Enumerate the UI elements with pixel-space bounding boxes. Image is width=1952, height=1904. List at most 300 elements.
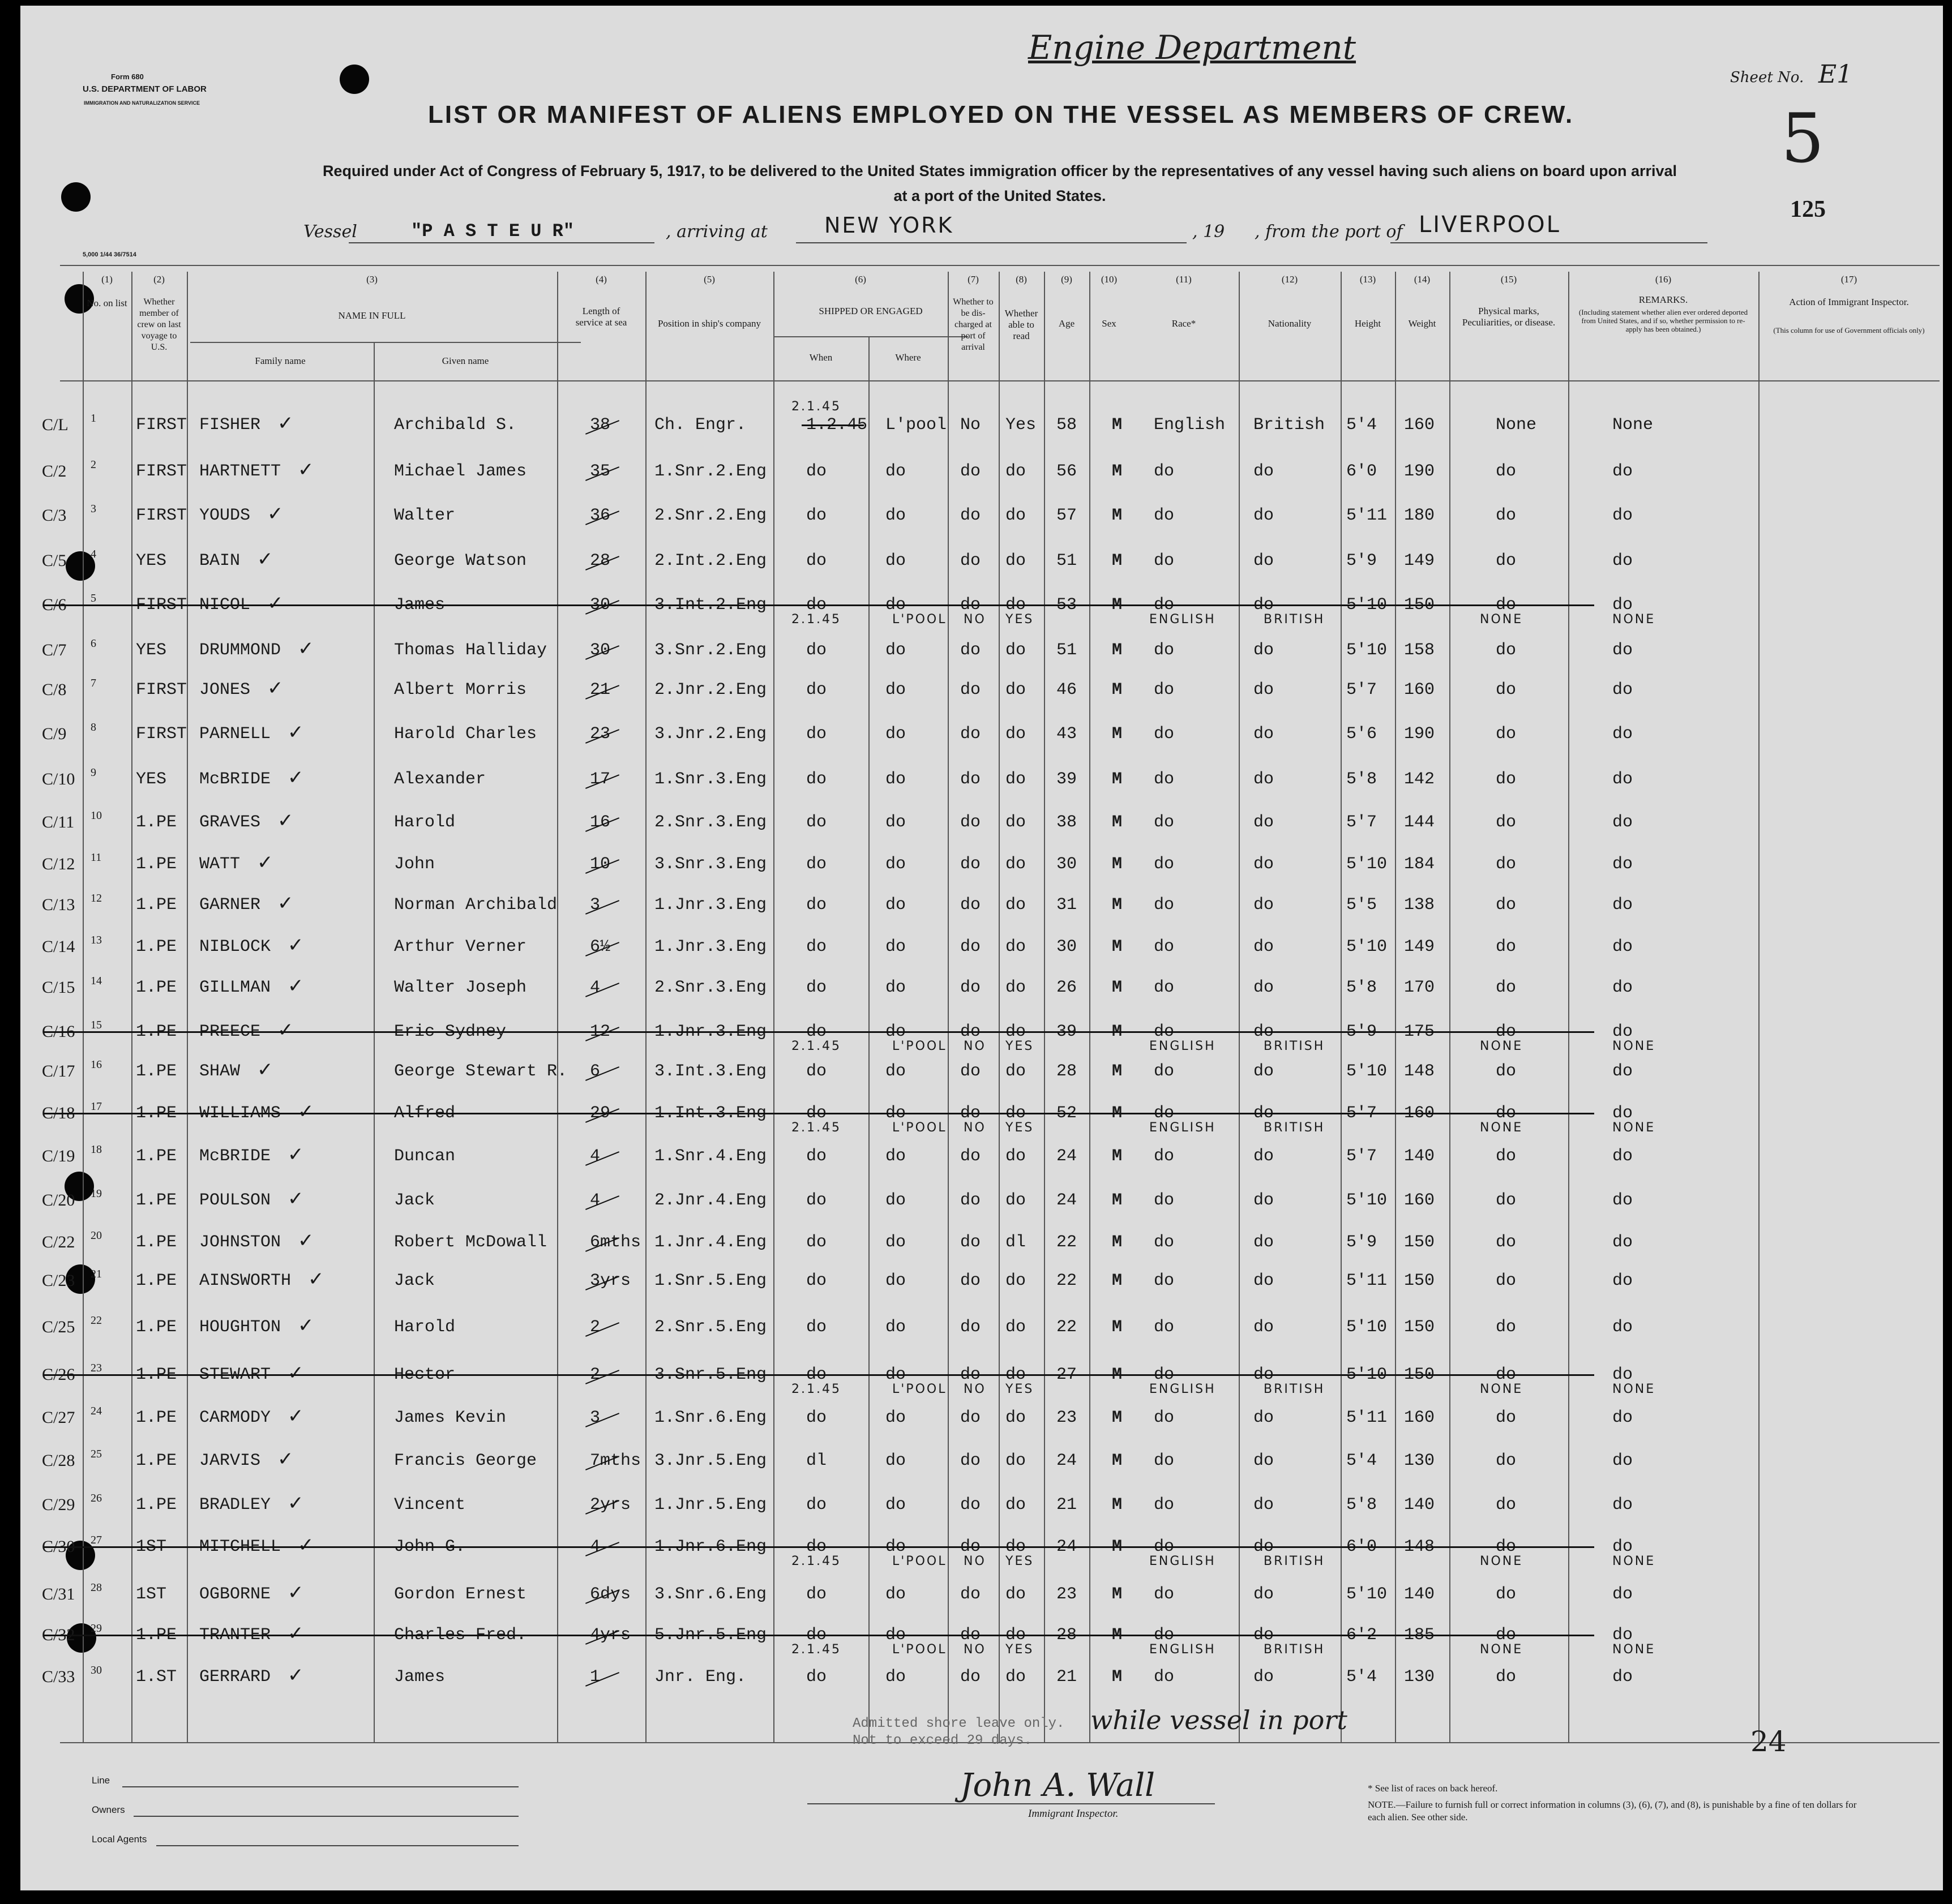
correction-nationality: BRITISH <box>1264 612 1325 627</box>
remarks: do <box>1612 813 1633 832</box>
height: 5'9 <box>1346 551 1377 571</box>
weight: 160 <box>1404 1408 1435 1427</box>
family-name: YOUDS <box>199 506 251 525</box>
col-rule <box>374 342 375 1743</box>
shipped-when: do <box>806 770 827 789</box>
correction-when: 2.1.45 <box>791 1554 841 1568</box>
vessel-underline <box>349 242 654 243</box>
physical-marks: do <box>1496 641 1517 660</box>
sex: M <box>1112 1626 1123 1645</box>
length-of-service: 28 <box>590 551 611 571</box>
sex: M <box>1112 1147 1123 1166</box>
given-name: Duncan <box>394 1147 456 1166</box>
able-to-read: do <box>1005 506 1026 525</box>
nationality: do <box>1253 1104 1274 1123</box>
position: 1.Jnr.3.Eng <box>654 937 767 957</box>
family-name: GARNER <box>199 895 261 915</box>
remarks: do <box>1612 595 1633 615</box>
from-underline <box>1390 242 1707 243</box>
header-physical: Physical marks, Peculiarities, or disease. <box>1462 306 1556 328</box>
row-code: C/10 <box>42 770 75 788</box>
col-rule <box>1568 272 1569 1743</box>
able-to-read: do <box>1005 1104 1026 1123</box>
height: 5'8 <box>1346 978 1377 997</box>
age: 38 <box>1056 813 1077 832</box>
family-name: JOHNSTON <box>199 1233 281 1252</box>
row-code: C/18 <box>42 1104 75 1122</box>
page-count: 24 <box>1750 1725 1787 1758</box>
check-mark-icon: ✓ <box>257 851 273 874</box>
member-status: 1.PE <box>136 1451 177 1470</box>
check-mark-icon: ✓ <box>298 637 314 660</box>
check-mark-icon: ✓ <box>288 1187 304 1210</box>
remarks: do <box>1612 1271 1633 1290</box>
member-status: YES <box>136 770 167 789</box>
header-shipped: SHIPPED OR ENGAGED <box>819 306 923 316</box>
header-no: No. on list <box>87 298 127 308</box>
check-mark-icon: ✓ <box>288 1492 304 1515</box>
nationality: do <box>1253 1585 1274 1604</box>
position: 1.Jnr.3.Eng <box>654 1022 767 1041</box>
length-of-service: 23 <box>590 724 611 744</box>
physical-marks: do <box>1496 1451 1517 1470</box>
length-of-service: 6½ <box>590 937 611 957</box>
sex: M <box>1112 680 1123 700</box>
age: 52 <box>1056 1104 1077 1123</box>
shipped-where: do <box>885 1233 906 1252</box>
row-number: 8 <box>91 721 96 734</box>
correction-discharged: NO <box>964 1554 986 1568</box>
height: 6'0 <box>1346 1537 1377 1556</box>
weight: 190 <box>1404 462 1435 481</box>
row-number: 4 <box>91 548 96 560</box>
discharged: do <box>960 1451 981 1470</box>
height: 5'10 <box>1346 855 1388 874</box>
given-name: James Kevin <box>394 1408 507 1427</box>
race: do <box>1154 1062 1175 1081</box>
weight: 138 <box>1404 895 1435 915</box>
header-length: Length of service at sea <box>575 306 627 328</box>
remarks: do <box>1612 1585 1633 1604</box>
correction-race: ENGLISH <box>1149 1039 1216 1053</box>
remarks: do <box>1612 895 1633 915</box>
correction-remarks: NONE <box>1612 1039 1656 1053</box>
shipped-where: do <box>885 595 906 615</box>
able-to-read: do <box>1005 1585 1026 1604</box>
race: do <box>1154 1022 1175 1041</box>
race: do <box>1154 551 1175 571</box>
row-code: C/5 <box>42 551 67 570</box>
given-name: Walter <box>394 506 456 525</box>
shipped-where: do <box>885 895 906 915</box>
header-member: Whether member of crew on last voyage to U.S. <box>137 297 181 352</box>
height: 5'6 <box>1346 724 1377 744</box>
height: 5'11 <box>1346 1271 1388 1290</box>
row-number: 14 <box>91 975 102 987</box>
sex: M <box>1112 1495 1123 1515</box>
remarks: do <box>1612 1537 1633 1556</box>
row-number: 30 <box>91 1664 102 1676</box>
remarks: do <box>1612 462 1633 481</box>
able-to-read: do <box>1005 978 1026 997</box>
position: 1.Snr.4.Eng <box>654 1147 767 1166</box>
length-of-service: 4 <box>590 978 601 997</box>
length-of-service: 17 <box>590 770 611 789</box>
remarks: do <box>1612 1451 1633 1470</box>
nationality: do <box>1253 1626 1274 1645</box>
height: 5'11 <box>1346 506 1388 525</box>
family-name: OGBORNE <box>199 1585 271 1604</box>
row-code: C/2 <box>42 462 67 481</box>
position: Ch. Engr. <box>654 415 747 435</box>
length-of-service: 6mths <box>590 1233 641 1252</box>
given-name: Harold Charles <box>394 724 537 744</box>
member-status: 1.PE <box>136 1318 177 1337</box>
nationality: do <box>1253 855 1274 874</box>
length-of-service: 6dys <box>590 1585 631 1604</box>
nationality: do <box>1253 1537 1274 1556</box>
weight: 160 <box>1404 415 1435 435</box>
able-to-read: do <box>1005 1495 1026 1515</box>
shipped-where: do <box>885 1104 906 1123</box>
shipped-when: do <box>806 641 827 660</box>
physical-marks: do <box>1496 462 1517 481</box>
length-of-service: 2 <box>590 1365 601 1384</box>
row-number: 17 <box>91 1100 102 1113</box>
race: do <box>1154 1233 1175 1252</box>
height: 5'10 <box>1346 1365 1388 1384</box>
member-status: 1ST <box>136 1537 167 1556</box>
weight: 150 <box>1404 1271 1435 1290</box>
remarks: do <box>1612 680 1633 700</box>
correction-where: L'POOL <box>892 1039 947 1053</box>
correction-read: YES <box>1005 1039 1034 1053</box>
header-discharged: Whether to be dis-charged at port of arrival <box>953 297 994 352</box>
row-code: C/31 <box>42 1585 75 1603</box>
check-mark-icon: ✓ <box>288 1143 304 1166</box>
weight: 190 <box>1404 724 1435 744</box>
physical-marks: do <box>1496 1271 1517 1290</box>
shipped-when: do <box>806 1104 827 1123</box>
colnum: (12) <box>1281 274 1298 285</box>
check-mark-icon: ✓ <box>288 1581 304 1604</box>
able-to-read: do <box>1005 855 1026 874</box>
able-to-read: do <box>1005 770 1026 789</box>
able-to-read: do <box>1005 1537 1026 1556</box>
given-name: James <box>394 1667 446 1687</box>
able-to-read: do <box>1005 1022 1026 1041</box>
able-to-read: do <box>1005 1062 1026 1081</box>
able-to-read: do <box>1005 551 1026 571</box>
weight: 130 <box>1404 1451 1435 1470</box>
member-status: 1.PE <box>136 1408 177 1427</box>
sex: M <box>1112 1233 1123 1252</box>
row-code: C/28 <box>42 1451 75 1470</box>
physical-marks: do <box>1496 1585 1517 1604</box>
physical-marks: do <box>1496 1104 1517 1123</box>
sex: M <box>1112 1451 1123 1470</box>
header-when: When <box>809 352 833 363</box>
discharged: do <box>960 641 981 660</box>
sex: M <box>1112 895 1123 915</box>
header-family: Family name <box>255 355 306 366</box>
age: 39 <box>1056 770 1077 789</box>
check-mark-icon: ✓ <box>277 1019 294 1041</box>
given-name: Eric Sydney <box>394 1022 507 1041</box>
shipped-where: do <box>885 1451 906 1470</box>
correction-discharged: NO <box>964 1382 986 1396</box>
age: 24 <box>1056 1451 1077 1470</box>
family-name: WATT <box>199 855 241 874</box>
header-race: Race* <box>1171 318 1196 329</box>
race: do <box>1154 1191 1175 1210</box>
member-status: 1.PE <box>136 1365 177 1384</box>
owners-label: Owners <box>92 1804 125 1815</box>
shipped-where: do <box>885 1022 906 1041</box>
check-mark-icon: ✓ <box>267 503 284 525</box>
col-rule <box>645 272 647 1743</box>
physical-marks: do <box>1496 680 1517 700</box>
age: 26 <box>1056 978 1077 997</box>
sex: M <box>1112 1022 1123 1041</box>
sex: M <box>1112 551 1123 571</box>
nationality: do <box>1253 1062 1274 1081</box>
given-name: Charles Fred. <box>394 1626 527 1645</box>
member-status: 1.PE <box>136 1233 177 1252</box>
line-underline <box>122 1786 519 1787</box>
correction-remarks: NONE <box>1612 1643 1656 1657</box>
member-status: 1.PE <box>136 1147 177 1166</box>
nationality: do <box>1253 1365 1274 1384</box>
correction-remarks: NONE <box>1612 1121 1656 1135</box>
length-of-service: 10 <box>590 855 611 874</box>
length-of-service: 21 <box>590 680 611 700</box>
colnum: (17) <box>1840 274 1857 285</box>
correction-nationality: BRITISH <box>1264 1554 1325 1568</box>
physical-marks: do <box>1496 1233 1517 1252</box>
header-read: Whether able to read <box>1004 308 1038 341</box>
member-status: YES <box>136 551 167 571</box>
discharged: do <box>960 770 981 789</box>
sex: M <box>1112 1537 1123 1556</box>
height: 5'10 <box>1346 1191 1388 1210</box>
height: 5'7 <box>1346 813 1377 832</box>
race: do <box>1154 1667 1175 1687</box>
member-status: FIRST <box>136 415 187 435</box>
discharged: do <box>960 1408 981 1427</box>
colnum: (1) <box>101 274 113 285</box>
nationality: do <box>1253 1667 1274 1687</box>
position: 2.Jnr.4.Eng <box>654 1191 767 1210</box>
col-rule <box>999 272 1000 1743</box>
length-of-service: 2yrs <box>590 1495 631 1515</box>
row-code: C/L <box>42 415 69 434</box>
shipped-when: do <box>806 1408 827 1427</box>
length-of-service: 3 <box>590 895 601 915</box>
discharged: do <box>960 1585 981 1604</box>
correction-when: 2.1.45 <box>791 1121 841 1135</box>
row-number: 12 <box>91 892 102 904</box>
weight: 184 <box>1404 855 1435 874</box>
discharged: do <box>960 1191 981 1210</box>
sex: M <box>1112 506 1123 525</box>
correction-when: 2.1.45 <box>791 1643 841 1657</box>
nationality: do <box>1253 1318 1274 1337</box>
correction-read: YES <box>1005 1121 1034 1135</box>
race: do <box>1154 1318 1175 1337</box>
row-strikethrough <box>43 604 1594 606</box>
header-remarks: REMARKS. <box>1638 294 1688 305</box>
member-status: FIRST <box>136 462 187 481</box>
remarks: do <box>1612 506 1633 525</box>
race: do <box>1154 1408 1175 1427</box>
row-code: C/22 <box>42 1233 75 1251</box>
sex: M <box>1112 1318 1123 1337</box>
row-code: C/30 <box>42 1537 75 1556</box>
header-where: Where <box>895 352 921 363</box>
correction-physical: NONE <box>1480 1382 1523 1396</box>
nationality: do <box>1253 937 1274 957</box>
check-mark-icon: ✓ <box>288 1405 304 1427</box>
colnum: (13) <box>1359 274 1376 285</box>
weight: 150 <box>1404 1233 1435 1252</box>
colnum: (11) <box>1176 274 1192 285</box>
remarks: do <box>1612 1626 1633 1645</box>
row-number: 16 <box>91 1058 102 1071</box>
able-to-read: do <box>1005 1271 1026 1290</box>
height: 5'10 <box>1346 1318 1388 1337</box>
shipped-where: do <box>885 978 906 997</box>
header-position: Position in ship's company <box>657 318 761 329</box>
weight: 148 <box>1404 1062 1435 1081</box>
col-rule <box>83 272 84 1743</box>
height: 5'7 <box>1346 1147 1377 1166</box>
age: 39 <box>1056 1022 1077 1041</box>
given-name: Alexander <box>394 770 486 789</box>
col-rule <box>1341 272 1342 1743</box>
nationality: do <box>1253 813 1274 832</box>
punch-hole <box>340 65 369 94</box>
col-rule <box>131 272 132 1743</box>
physical-marks: do <box>1496 937 1517 957</box>
header-remarks-note: (Including statement whether alien ever ordered deported from United States, and if so, whether permission to re-apply has been obtained.) <box>1578 308 1748 333</box>
physical-marks: do <box>1496 1147 1517 1166</box>
shipped-when: do <box>806 1667 827 1687</box>
correction-race: ENGLISH <box>1149 1643 1216 1657</box>
height: 5'9 <box>1346 1233 1377 1252</box>
family-name: WILLIAMS <box>199 1104 281 1123</box>
sex: M <box>1112 1365 1123 1384</box>
height: 5'9 <box>1346 1022 1377 1041</box>
year-label: , 19 <box>1192 222 1225 242</box>
remarks: do <box>1612 1365 1633 1384</box>
member-status: 1.PE <box>136 813 177 832</box>
race: do <box>1154 595 1175 615</box>
length-of-service: 30 <box>590 595 611 615</box>
print-code: 5,000 1/44 36/7514 <box>83 251 136 258</box>
correction-when: 2.1.45 <box>791 612 841 627</box>
race: do <box>1154 1626 1175 1645</box>
colnum: (6) <box>855 274 866 285</box>
given-name: Michael James <box>394 462 527 481</box>
col-rule <box>557 272 558 1743</box>
position: 3.Snr.6.Eng <box>654 1585 767 1604</box>
line-label: Line <box>92 1775 110 1786</box>
shore-leave-stamp: Admitted shore leave only. <box>853 1716 1065 1731</box>
nationality: do <box>1253 1451 1274 1470</box>
given-name: Walter Joseph <box>394 978 527 997</box>
row-code: C/19 <box>42 1147 75 1165</box>
position: 1.Jnr.5.Eng <box>654 1495 767 1515</box>
remarks: do <box>1612 1147 1633 1166</box>
age: 22 <box>1056 1318 1077 1337</box>
member-status: 1.PE <box>136 1062 177 1081</box>
nationality: do <box>1253 770 1274 789</box>
given-name: George Watson <box>394 551 527 571</box>
height: 6'0 <box>1346 462 1377 481</box>
row-code: C/13 <box>42 895 75 914</box>
weight: 140 <box>1404 1585 1435 1604</box>
correction-race: ENGLISH <box>1149 1382 1216 1396</box>
row-code: C/26 <box>42 1365 75 1384</box>
shipped-when: do <box>806 1495 827 1515</box>
shipped-where: do <box>885 462 906 481</box>
age: 23 <box>1056 1585 1077 1604</box>
shipped-when: do <box>806 1233 827 1252</box>
race: do <box>1154 1451 1175 1470</box>
remarks: do <box>1612 1022 1633 1041</box>
sex: M <box>1112 1062 1123 1081</box>
header-name: NAME IN FULL <box>338 310 406 321</box>
physical-marks: do <box>1496 595 1517 615</box>
family-name: GRAVES <box>199 813 261 832</box>
header-action-note: (This column for use of Government officials only) <box>1773 326 1925 335</box>
row-number: 2 <box>91 458 96 471</box>
family-name: POULSON <box>199 1191 271 1210</box>
age: 30 <box>1056 937 1077 957</box>
weight: 144 <box>1404 813 1435 832</box>
check-mark-icon: ✓ <box>288 934 304 957</box>
shipped-where: do <box>885 1318 906 1337</box>
row-number: 9 <box>91 766 96 779</box>
discharged: do <box>960 1537 981 1556</box>
shipped-when: do <box>806 1022 827 1041</box>
remarks: do <box>1612 1062 1633 1081</box>
row-number: 21 <box>91 1268 102 1280</box>
sheet-label: Sheet No. <box>1730 69 1804 86</box>
family-name: JONES <box>199 680 251 700</box>
position: 2.Snr.3.Eng <box>654 978 767 997</box>
race: do <box>1154 724 1175 744</box>
race: do <box>1154 937 1175 957</box>
able-to-read: do <box>1005 1147 1026 1166</box>
weight: 150 <box>1404 1318 1435 1337</box>
physical-marks: do <box>1496 724 1517 744</box>
weight: 180 <box>1404 506 1435 525</box>
correction-remarks: NONE <box>1612 1382 1656 1396</box>
check-mark-icon: ✓ <box>298 458 314 481</box>
shipped-when: do <box>806 551 827 571</box>
sex: M <box>1112 595 1123 615</box>
height: 5'10 <box>1346 937 1388 957</box>
shipped-when: do <box>806 1271 827 1290</box>
shipped-when: do <box>806 1062 827 1081</box>
length-of-service: 2 <box>590 1318 601 1337</box>
col-rule <box>1449 272 1450 1743</box>
col-rule <box>1758 272 1760 1743</box>
remarks: do <box>1612 1233 1633 1252</box>
shipped-where: do <box>885 1408 906 1427</box>
